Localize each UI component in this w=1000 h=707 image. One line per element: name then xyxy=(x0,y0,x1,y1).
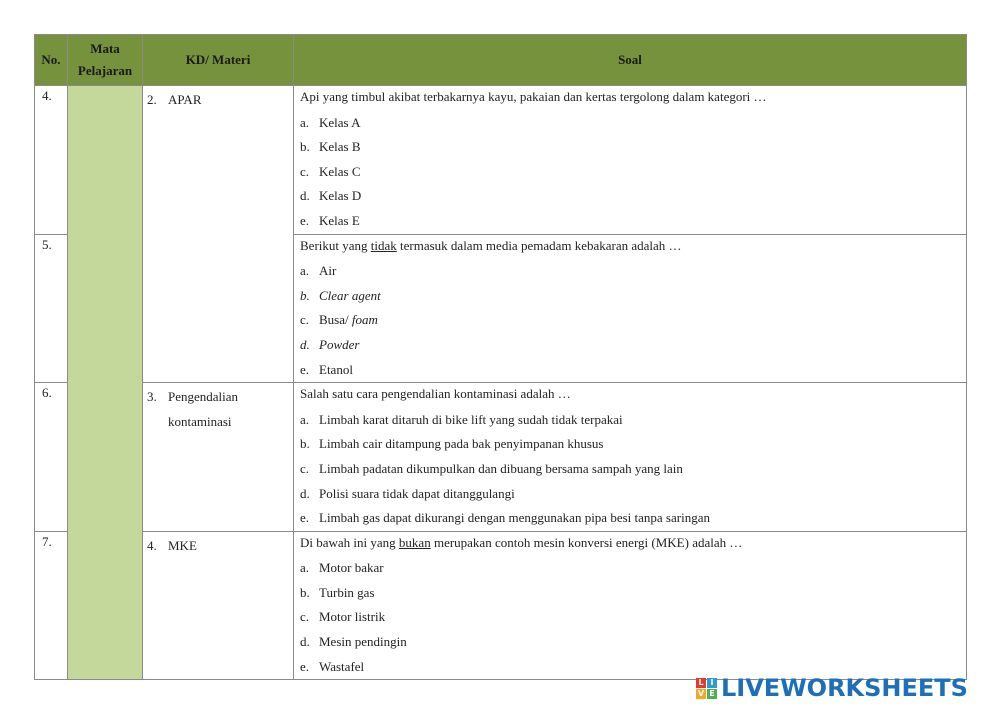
option-text: Air xyxy=(319,263,337,279)
kd-number: 2. xyxy=(147,92,157,107)
soal-cell xyxy=(294,86,967,235)
liveworksheets-logo-icon xyxy=(696,678,717,699)
question-text xyxy=(300,532,966,557)
option-letter: e. xyxy=(300,361,310,377)
option-letter: c. xyxy=(300,609,310,625)
option-text: Wastafel xyxy=(319,658,365,674)
option-text-italic: foam xyxy=(351,312,378,328)
table-row xyxy=(35,86,967,235)
question-text: Api yang timbul akibat terbakarnya kayu, pakaian dan kertas tergolong dalam kategori … xyxy=(300,89,767,104)
kd-cell xyxy=(143,531,294,680)
option-text: Kelas C xyxy=(319,163,361,179)
row-number: 5. xyxy=(35,234,68,383)
header-no: No. xyxy=(35,35,68,86)
option-text xyxy=(319,308,966,333)
question-text xyxy=(300,235,966,260)
option-letter: a. xyxy=(300,114,310,130)
answer-option[interactable] xyxy=(300,506,966,531)
question-emphasis: tidak xyxy=(370,237,397,253)
question-emphasis: bukan xyxy=(398,534,431,550)
option-letter: a. xyxy=(300,411,310,427)
option-text: Limbah gas dapat dikurangi dengan menggunakan pipa besi tanpa saringan xyxy=(319,510,710,526)
logo-tile: V xyxy=(697,688,705,698)
header-soal: Soal xyxy=(294,35,967,86)
option-letter: b. xyxy=(300,139,310,155)
option-letter: b. xyxy=(300,287,310,303)
option-letter: b. xyxy=(300,436,310,452)
answer-option[interactable] xyxy=(300,209,966,234)
mata-pelajaran-cell xyxy=(68,86,143,680)
kd-text xyxy=(168,385,293,434)
kd-number: 3. xyxy=(147,389,157,405)
soal-cell xyxy=(294,531,967,680)
kd-text-line: Pengendalian xyxy=(168,389,239,405)
kd-cell xyxy=(143,383,294,532)
option-text: Limbah karat ditaruh di bike lift yang sudah tidak terpakai xyxy=(319,411,623,427)
kd-cell xyxy=(143,86,294,383)
option-letter: d. xyxy=(300,188,310,204)
kd-number: 4. xyxy=(147,537,157,553)
kd-text: MKE xyxy=(168,537,197,553)
question-part: termasuk dalam media pemadam kebakaran adalah … xyxy=(396,237,682,253)
option-letter: d. xyxy=(300,485,310,501)
worksheet-table xyxy=(34,34,967,680)
answer-option[interactable] xyxy=(300,111,966,136)
option-text: Mesin pendingin xyxy=(319,634,407,650)
header-kd-materi: KD/ Materi xyxy=(143,35,294,86)
answer-option[interactable] xyxy=(300,630,966,655)
option-text: Kelas E xyxy=(319,212,360,228)
soal-cell xyxy=(294,383,967,532)
option-text: Motor bakar xyxy=(319,560,384,576)
header-mata-line2: Pelajaran xyxy=(77,63,133,78)
question-part: Berikut yang xyxy=(300,237,371,253)
option-text: Kelas D xyxy=(319,188,362,204)
option-text: Turbin gas xyxy=(319,584,375,600)
answer-option[interactable] xyxy=(300,333,966,358)
option-letter: e. xyxy=(300,212,310,228)
table-row xyxy=(35,531,967,680)
answer-option[interactable] xyxy=(300,432,966,457)
answer-option[interactable] xyxy=(300,135,966,160)
option-letter: e. xyxy=(300,658,310,674)
question-part: Di bawah ini yang xyxy=(300,534,399,550)
kd-text: APAR xyxy=(168,92,202,107)
option-letter: d. xyxy=(300,336,310,352)
table-header-row xyxy=(35,35,967,86)
answer-option[interactable] xyxy=(300,408,966,433)
option-letter: d. xyxy=(300,634,310,650)
header-mata-pelajaran xyxy=(68,35,143,86)
table-row xyxy=(35,383,967,532)
logo-tile: L xyxy=(696,678,706,688)
option-letter: c. xyxy=(300,163,310,179)
answer-option[interactable] xyxy=(300,605,966,630)
header-mata-line1: Mata xyxy=(90,41,120,56)
option-letter: e. xyxy=(300,510,310,526)
answer-option[interactable] xyxy=(300,358,966,383)
option-letter: a. xyxy=(300,560,310,576)
option-text: Limbah cair ditampung pada bak penyimpanan khusus xyxy=(319,436,604,452)
option-letter: b. xyxy=(300,584,310,600)
answer-option[interactable] xyxy=(300,184,966,209)
answer-option[interactable] xyxy=(300,581,966,606)
brand-text: LIVEWORKSHEETS xyxy=(721,674,968,702)
answer-option[interactable] xyxy=(300,556,966,581)
option-text: Clear agent xyxy=(319,287,381,303)
row-number: 6. xyxy=(35,383,68,532)
option-letter: c. xyxy=(300,312,310,328)
option-letter: a. xyxy=(300,263,310,279)
option-text: Limbah padatan dikumpulkan dan dibuang bersama sampah yang lain xyxy=(319,460,683,476)
question-text: Salah satu cara pengendalian kontaminasi adalah … xyxy=(300,386,571,402)
row-number: 7. xyxy=(35,531,68,680)
answer-option[interactable] xyxy=(300,482,966,507)
liveworksheets-brand[interactable] xyxy=(696,674,968,702)
answer-option[interactable] xyxy=(300,259,966,284)
answer-option[interactable] xyxy=(300,284,966,309)
soal-cell xyxy=(294,234,967,383)
option-letter: c. xyxy=(300,460,310,476)
row-number: 4. xyxy=(35,86,68,235)
answer-option[interactable] xyxy=(300,457,966,482)
answer-option[interactable] xyxy=(300,308,966,333)
option-text: Etanol xyxy=(319,361,353,377)
logo-tile: E xyxy=(707,689,717,699)
option-text-main: Busa/ xyxy=(319,312,352,328)
logo-tile: I xyxy=(707,678,717,688)
kd-text-line: kontaminasi xyxy=(168,413,232,429)
answer-option[interactable] xyxy=(300,160,966,185)
option-text: Polisi suara tidak dapat ditanggulangi xyxy=(319,485,515,501)
option-text: Motor listrik xyxy=(319,609,386,625)
option-text: Kelas B xyxy=(319,139,361,155)
option-text: Powder xyxy=(319,336,360,352)
question-part: merupakan contoh mesin konversi energi (MKE) adalah … xyxy=(430,534,743,550)
option-text: Kelas A xyxy=(319,114,361,130)
